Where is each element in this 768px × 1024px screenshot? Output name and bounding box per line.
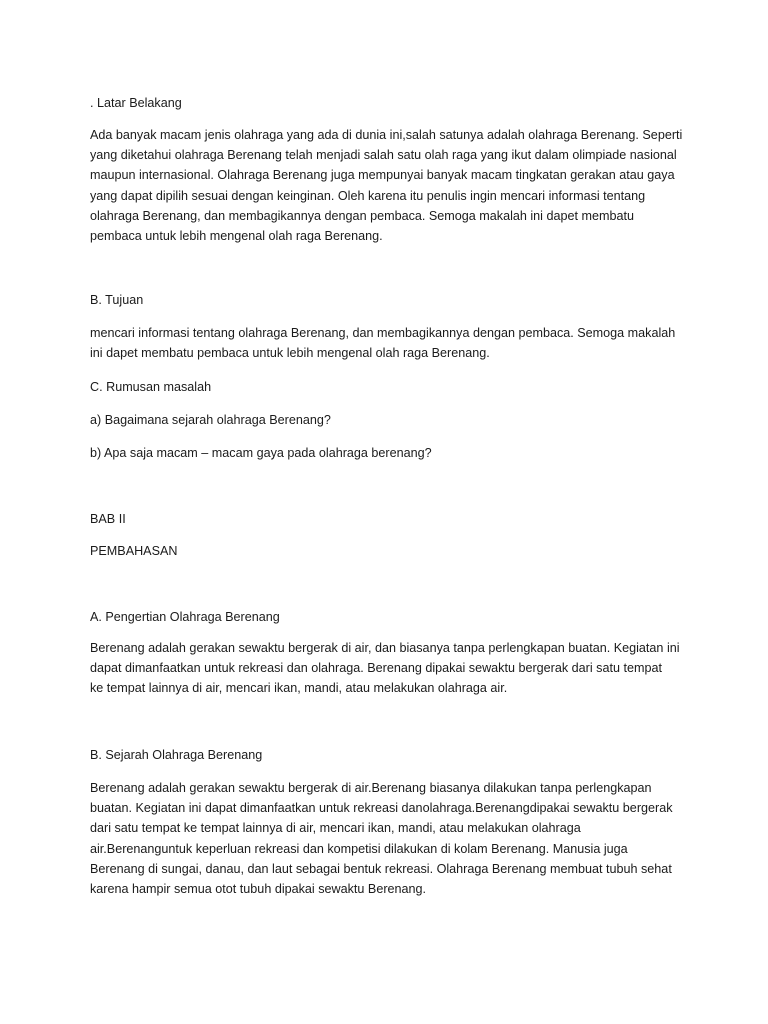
text-line: Ada banyak macam jenis olahraga yang ada di dunia ini,salah satunya adalah olahraga Berenang. Seperti (90, 128, 683, 142)
question-a: a) Bagaimana sejarah olahraga Berenang? (90, 413, 331, 427)
text-line: ke tempat lainnya di air, mencari ikan, mandi, atau melakukan olahraga air. (90, 681, 508, 696)
text-line: Berenang adalah gerakan sewaktu bergerak di air, dan biasanya tanpa perlengkapan buatan. Kegiatan ini (90, 641, 680, 655)
paragraph-pengertian (90, 638, 680, 699)
text-line: ini dapet membatu pembaca untuk lebih mengenal olah raga Berenang. (90, 346, 490, 361)
text-line: karena hampir semua otot tubuh dipakai sewaktu Berenang. (90, 882, 427, 897)
text-line: dari satu tempat ke tempat lainnya di air, mencari ikan, mandi, atau melakukan olahraga (90, 821, 581, 836)
chapter-subtitle: PEMBAHASAN (90, 544, 178, 558)
question-b: b) Apa saja macam – macam gaya pada olahraga berenang? (90, 446, 432, 460)
paragraph-sejarah (90, 778, 680, 899)
text-line: Berenang adalah gerakan sewaktu bergerak di air.Berenang biasanya dilakukan tanpa perlengkapan (90, 781, 652, 795)
chapter-title: BAB II (90, 512, 126, 526)
paragraph-tujuan (90, 323, 680, 363)
text-line: buatan. Kegiatan ini dapat dimanfaatkan untuk rekreasi danolahraga.Berenangdipakai sewaktu bergerak (90, 801, 673, 816)
text-line: Berenang di sungai, danau, dan laut sebagai bentuk rekreasi. Olahraga Berenang membuat tubuh sehat (90, 861, 672, 876)
heading-pengertian: A. Pengertian Olahraga Berenang (90, 610, 280, 624)
text-line: pembaca untuk lebih mengenal olah raga Berenang. (90, 229, 383, 244)
text-line: air.Berenanguntuk keperluan rekreasi dan kompetisi dilakukan di kolam Berenang. Manusia juga (90, 841, 628, 856)
text-line: yang dapat dipilih sesuai dengan keinginan. Oleh karena itu penulis ingin mencari informasi tentang (90, 188, 646, 203)
text-line: dapat dimanfaatkan untuk rekreasi dan olahraga. Berenang dipakai sewaktu bergerak dari satu tempat (90, 661, 662, 676)
text-line: yang diketahui olahraga Berenang telah menjadi salah satu olah raga yang ikut dalam olimpiade nasional (90, 148, 677, 163)
heading-tujuan: B. Tujuan (90, 293, 144, 307)
heading-rumusan-masalah: C. Rumusan masalah (90, 380, 212, 394)
text-line: olahraga Berenang, dan membagikannya dengan pembaca. Semoga makalah ini dapet membatu (90, 208, 634, 223)
text-line: mencari informasi tentang olahraga Berenang, dan membagikannya dengan pembaca. Semoga makalah (90, 326, 676, 340)
paragraph-latar-belakang (90, 125, 683, 246)
heading-latar-belakang: . Latar Belakang (90, 96, 182, 110)
heading-sejarah: B. Sejarah Olahraga Berenang (90, 748, 263, 762)
text-line: maupun internasional. Olahraga Berenang juga mempunyai banyak macam tingkatan gerakan atau gaya (90, 168, 675, 183)
